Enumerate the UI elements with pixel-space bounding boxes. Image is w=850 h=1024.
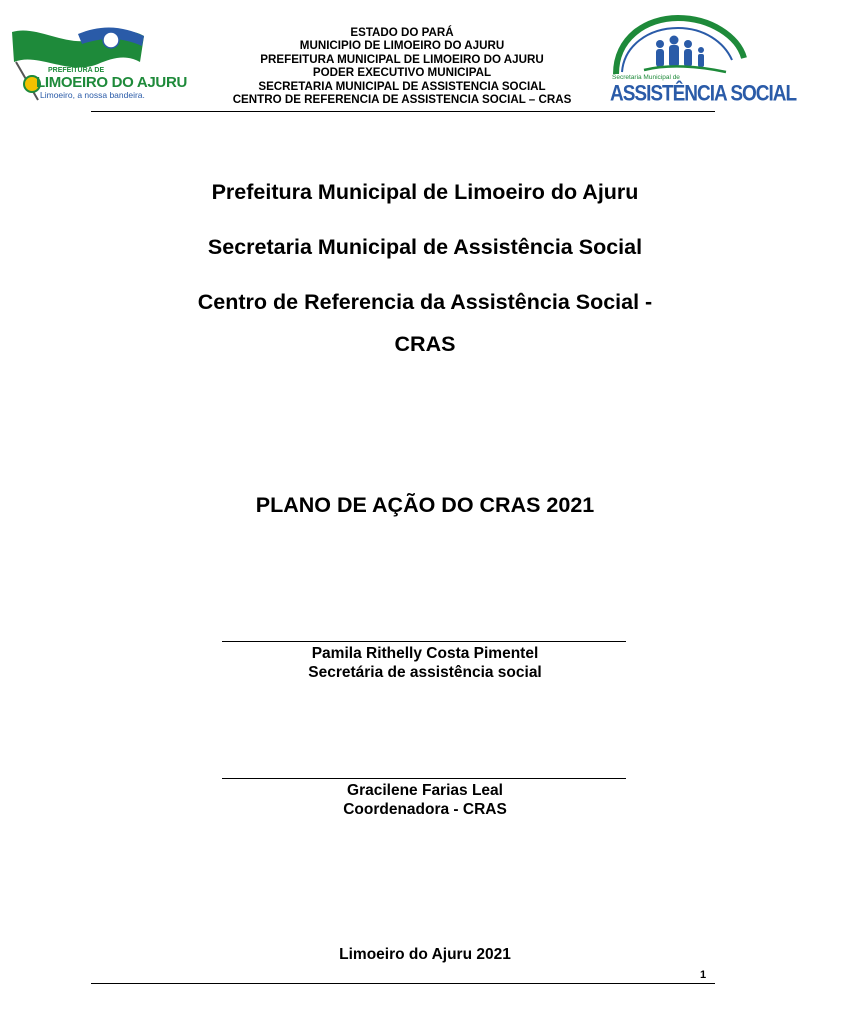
heading-centro: Centro de Referencia da Assistência Social - [197, 290, 653, 314]
header-line: PREFEITURA MUNICIPAL DE LIMOEIRO DO AJURU [260, 52, 544, 66]
header-line: ESTADO DO PARÁ [350, 26, 454, 39]
signature-role: Coordenadora - CRAS [343, 801, 507, 818]
logo-title: LIMOEIRO DO AJURU [36, 74, 188, 91]
assistencia-social-logo [608, 14, 797, 107]
header-line: CENTRO DE REFERENCIA DE ASSISTENCIA SOCIAL – CRAS [232, 93, 572, 107]
header-line: SECRETARIA MUNICIPAL DE ASSISTENCIA SOCIAL [258, 79, 546, 93]
heading-secretaria: Secretaria Municipal de Assistência Social [207, 235, 643, 259]
page-number: 1 [700, 969, 707, 981]
header-block [200, 26, 604, 106]
place-year: Limoeiro do Ajuru 2021 [339, 946, 511, 963]
plan-title: PLANO DE AÇÃO DO CRAS 2021 [255, 493, 595, 517]
logo-title: ASSISTÊNCIA SOCIAL [610, 82, 797, 107]
logo-small-text: Secretaria Municipal de [612, 74, 680, 81]
footer-divider [91, 983, 715, 984]
signature-name: Gracilene Farias Leal [347, 782, 503, 799]
signature-line [222, 641, 626, 642]
signature-line [222, 778, 626, 779]
logo-small-text: PREFEITURA DE [48, 67, 105, 74]
header-divider [91, 111, 715, 112]
signature-name: Pamila Rithelly Costa Pimentel [311, 645, 539, 662]
header-line: MUNICIPIO DE LIMOEIRO DO AJURU [299, 39, 505, 53]
prefeitura-logo [8, 22, 186, 102]
heading-prefeitura: Prefeitura Municipal de Limoeiro do Ajuru [211, 180, 639, 204]
signature-role: Secretária de assistência social [308, 664, 542, 681]
header-line: PODER EXECUTIVO MUNICIPAL [312, 66, 492, 80]
logo-slogan: Limoeiro, a nossa bandeira. [40, 90, 145, 100]
heading-cras: CRAS [394, 332, 456, 356]
